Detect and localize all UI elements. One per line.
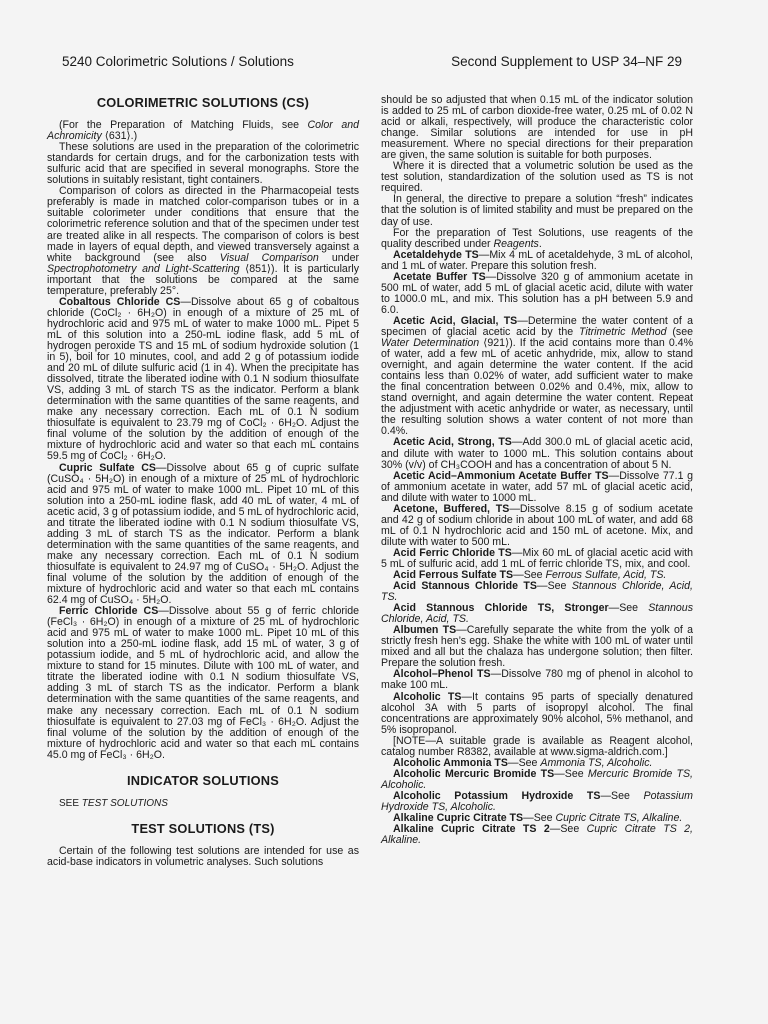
paragraph-matching-fluids: (For the Preparation of Matching Fluids, see Color and Achromicity ⟨631⟩.) — [47, 119, 360, 143]
paragraph-volumetric: Where it is directed that a volumetric solution be used as the test solution, standardization of the solution used as TS is not required. — [381, 160, 693, 195]
left-column — [47, 97, 359, 868]
entry-alkaline-cupric-citrate-ts-2: Alkaline Cupric Citrate TS 2—See Cupric Citrate TS 2, Alkaline. — [381, 823, 693, 847]
entry-acetic-acid-ammonium-acetate-buffer-ts: Acetic Acid–Ammonium Acetate Buffer TS—Dissolve 77.1 g of ammonium acetate in water, add 57 mL of glacial acetic acid, and dilute with water to 1000 mL. — [381, 469, 693, 504]
entry-acid-stannous-chloride-ts-stronger: Acid Stannous Chloride TS, Stronger—See Stannous Chloride, Acid, TS. — [381, 602, 693, 626]
entry-acetone-buffered-ts: Acetone, Buffered, TS—Dissolve 8.15 g of sodium acetate and 42 g of sodium chloride in about 100 mL of water, and add 68 mL of 0.1 N hydrochloric acid and 150 mL of acetone. Mix, and dilute with water to 500 mL. — [381, 502, 693, 548]
running-header-right: Second Supplement to USP 34–NF 29 — [451, 54, 682, 69]
paragraph-ts-intro: Certain of the following test solutions are intended for use as acid-base indicators in volumetric analyses. Such solutions — [47, 844, 359, 868]
entry-title: Cupric Sulfate CS — [59, 461, 156, 474]
entry-title: Alkaline Cupric Citrate TS — [393, 812, 524, 825]
entry-title: Acetic Acid, Glacial, TS — [393, 314, 518, 327]
running-header-left: 5240 Colorimetric Solutions / Solutions — [62, 54, 294, 69]
entry-title: Acid Ferrous Sulfate TS — [393, 569, 514, 582]
see-reference: SEE TEST SOLUTIONS — [59, 797, 168, 809]
entry-alkaline-cupric-citrate-ts: Alkaline Cupric Citrate TS—See Cupric Citrate TS, Alkaline. — [393, 812, 683, 825]
entry-title: Alcoholic TS — [393, 690, 462, 703]
entry-title: Acetaldehyde TS — [393, 248, 479, 261]
paragraph-ts-continued: should be so adjusted that when 0.15 mL of the indicator solution is added to 25 mL of carbon dioxide-free water, 0.25 mL of 0.02 N acid or alkali, respectively, will produce the characteristic color change. Similar solutions are intended for use in pH measurement. Where no special directions for their preparation are given, the same solution is suitable for both purposes. — [381, 94, 693, 162]
entry-acid-ferrous-sulfate-ts: Acid Ferrous Sulfate TS—See Ferrous Sulfate, Acid, TS. — [393, 569, 667, 582]
section-title-test-solutions: TEST SOLUTIONS (TS) — [131, 820, 275, 836]
entry-acid-stannous-chloride-ts: Acid Stannous Chloride TS—See Stannous Chloride, Acid, TS. — [381, 580, 693, 604]
entry-ferric-chloride: Ferric Chloride CS—Dissolve about 55 g of ferric chloride (FeCl₃ · 6H₂O) in enough of a mixture of 25 mL of hydrochloric acid and 975 mL of water to make 1000 mL. Pipet 10 mL of this solution into a 250-mL iodine flask, add 15 mL of water, 3 g of potassium iodide, and 5 mL of hydrochloric acid, and allow the mixture to stand for 15 minutes. Dilute with 100 mL of water, and titrate the liberated iodine with 0.1 N sodium thiosulfate VS, adding 3 mL of starch TS as the indicator. Perform a blank determination with the same quantities of the same reagents, and make any necessary correction. Each mL of 0.1 N sodium thiosulfate is equivalent to 27.03 mg of FeCl₃ · 6H₂O. Adjust the final volume of the solution by the addition of enough of the mixture of hydrochloric acid and water so that each mL contains 45.0 mg of FeCl₃ · 6H₂O. — [47, 605, 360, 761]
entry-title: Acetic Acid–Ammonium Acetate Buffer TS — [393, 469, 609, 482]
entry-acetaldehyde-ts: Acetaldehyde TS—Mix 4 mL of acetaldehyde, 3 mL of alcohol, and 1 mL of water. Prepare this solution fresh. — [381, 248, 693, 272]
right-column — [381, 95, 693, 846]
entry-title: Acid Stannous Chloride TS — [393, 580, 537, 593]
entry-alcoholic-ts: Alcoholic TS—It contains 95 parts of specially denatured alcohol 3A with 5 parts of isopropyl alcohol. The final concentrations are approximately 90% alcohol, 5% methanol, and 5% isopropanol. — [381, 690, 693, 736]
entry-title: Acid Stannous Chloride TS, Stronger — [393, 602, 609, 615]
entry-acetic-acid-glacial-ts: Acetic Acid, Glacial, TS—Determine the water content of a specimen of glacial acetic acid by the Titrimetric Method (see Water Determination ⟨921⟩). If the acid contains more than 0.4% of water, add a few mL of acetic anhydride, mix, allow to stand overnight, and again determine the water content. If the acid contains less than 0.02% of water, add sufficient water to make the final concentration between 0.02% and 0.4%, mix, allow to stand overnight, and again determine the water content. Repeat the adjustment with acetic anhydride or water, as necessary, until the resulting solution shows a water content of not more than 0.4%. — [381, 314, 694, 438]
entry-acid-ferric-chloride-ts: Acid Ferric Chloride TS—Mix 60 mL of glacial acetic acid with 5 mL of sulfuric acid, add 1 mL of ferric chloride TS, mix, and cool. — [381, 546, 694, 570]
entry-title: Alcoholic Potassium Hydroxide TS — [393, 789, 601, 802]
entry-alcoholic-potassium-hydroxide-ts: Alcoholic Potassium Hydroxide TS—See Potassium Hydroxide TS, Alcoholic. — [381, 789, 693, 813]
entry-title: Acid Ferric Chloride TS — [393, 546, 512, 559]
entry-alcoholic-mercuric-bromide-ts: Alcoholic Mercuric Bromide TS—See Mercuric Bromide TS, Alcoholic. — [381, 767, 693, 791]
section-title-colorimetric: COLORIMETRIC SOLUTIONS (CS) — [96, 95, 310, 110]
entry-title: Ferric Chloride CS — [59, 605, 159, 618]
paragraph-fresh: In general, the directive to prepare a solution “fresh” indicates that the solution is of limited stability and must be prepared on the day of use. — [381, 193, 693, 228]
entry-title: Acetone, Buffered, TS — [393, 502, 510, 515]
entry-title: Alcoholic Mercuric Bromide TS — [393, 767, 555, 780]
entry-title: Acetate Buffer TS — [393, 270, 486, 283]
entry-alcohol-phenol-ts: Alcohol–Phenol TS—Dissolve 780 mg of phenol in alcohol to make 100 mL. — [381, 668, 694, 692]
paragraph-reagents: For the preparation of Test Solutions, use reagents of the quality described under Reagents. — [381, 226, 693, 250]
paragraph-comparison: Comparison of colors as directed in the Pharmacopeial tests preferably is made in matched color-comparison tubes or in a suitable colorimeter under conditions that ensure that the colorimetric reference solution and that of the specimen under test are treated alike in all respects. The comparison of colors is best made in layers of equal depth, and viewed transversely against a white background (see also Visual Comparison under Spectrophotometry and Light-Scattering ⟨851⟩). It is particularly important that the solutions be compared at the same temperature, preferably 25°. — [47, 185, 359, 297]
entry-acetic-acid-strong-ts: Acetic Acid, Strong, TS—Add 300.0 mL of glacial acetic acid, and dilute with water to 1000 mL. This solution contains about 30% (v/v) of CH₃COOH and has a concentration of about 5 N. — [381, 436, 693, 471]
entry-title: Alcohol–Phenol TS — [393, 668, 491, 681]
entry-title: Cobaltous Chloride CS — [59, 295, 181, 308]
entry-title: Acetic Acid, Strong, TS — [393, 436, 512, 449]
paragraph-usage: These solutions are used in the preparation of the colorimetric standards for certain drugs, and for the carbonization tests with sulfuric acid that are specified in several monographs. Store the solutions in suitably resistant, tight containers. — [47, 141, 359, 187]
entry-cupric-sulfate: Cupric Sulfate CS—Dissolve about 65 g of cupric sulfate (CuSO₄ · 5H₂O) in enough of a mixture of 25 mL of hydrochloric acid and 975 mL of water to make 1000 mL. Pipet 10 mL of this solution into a 250-mL iodine flask, add 40 mL of water, 4 mL of acetic acid, 3 g of potassium iodide, and 5 mL of hydrochloric acid, and titrate the liberated iodine with 0.1 N sodium thiosulfate VS, adding 3 mL of starch TS as the indicator. Perform a blank determination with the same quantities of the same reagents, and make any necessary correction. Each mL of 0.1 N sodium thiosulfate is equivalent to 24.97 mg of CuSO₄ · 5H₂O. Adjust the final volume of the solution by the addition of enough of the mixture of hydrochloric acid and water so that each mL contains 62.4 mg of CuSO₄ · 5H₂O. — [47, 461, 359, 607]
entry-alcoholic-ammonia-ts: Alcoholic Ammonia TS—See Ammonia TS, Alcoholic. — [393, 756, 653, 769]
entry-title: Alcoholic Ammonia TS — [393, 756, 508, 769]
entry-albumen-ts: Albumen TS—Carefully separate the white from the yolk of a strictly fresh hen’s egg. Shake the white with 100 mL of water until mixed and all but the chalaza has undergone solution; then filter. Prepare the solution fresh. — [381, 624, 693, 670]
entry-acetate-buffer-ts: Acetate Buffer TS—Dissolve 320 g of ammonium acetate in 500 mL of water, add 5 mL of glacial acetic acid, dilute with water to 1000.0 mL, and mix. This solution has a pH between 5.9 and 6.0. — [381, 270, 694, 316]
entry-cobaltous-chloride: Cobaltous Chloride CS—Dissolve about 65 g of cobaltous chloride (CoCl₂ · 6H₂O) in enough of a mixture of 25 mL of hydrochloric acid and 975 mL of water to make 1000 mL. Pipet 5 mL of this solution into a 250-mL iodine flask, add 5 mL of hydrogen peroxide TS and 15 mL of sodium hydroxide solution (1 in 5), boil for 10 minutes, cool, and add 2 g of potassium iodide and 20 mL of dilute sulfuric acid (1 in 4). When the precipitate has dissolved, titrate the liberated iodine with 0.1 N sodium thiosulfate VS, adding 3 mL of starch TS as the indicator. Perform a blank determination with the same quantities of the same reagents, and make any necessary correction. Each mL of 0.1 N sodium thiosulfate is equivalent to 23.79 mg of CoCl₂ · 6H₂O. Adjust the final volume of the solution by the addition of enough of the mixture of hydrochloric acid and water so that each mL contains 59.5 mg of CoCl₂ · 6H₂O. — [47, 295, 359, 463]
note-reagent-alcohol: [NOTE—A suitable grade is available as Reagent alcohol, catalog number R8382, available at www.sigma-aldrich.com.] — [381, 734, 693, 758]
entry-title: Albumen TS — [393, 624, 457, 637]
entry-title: Alkaline Cupric Citrate TS 2 — [393, 823, 550, 836]
section-title-indicator: INDICATOR SOLUTIONS — [127, 772, 279, 788]
